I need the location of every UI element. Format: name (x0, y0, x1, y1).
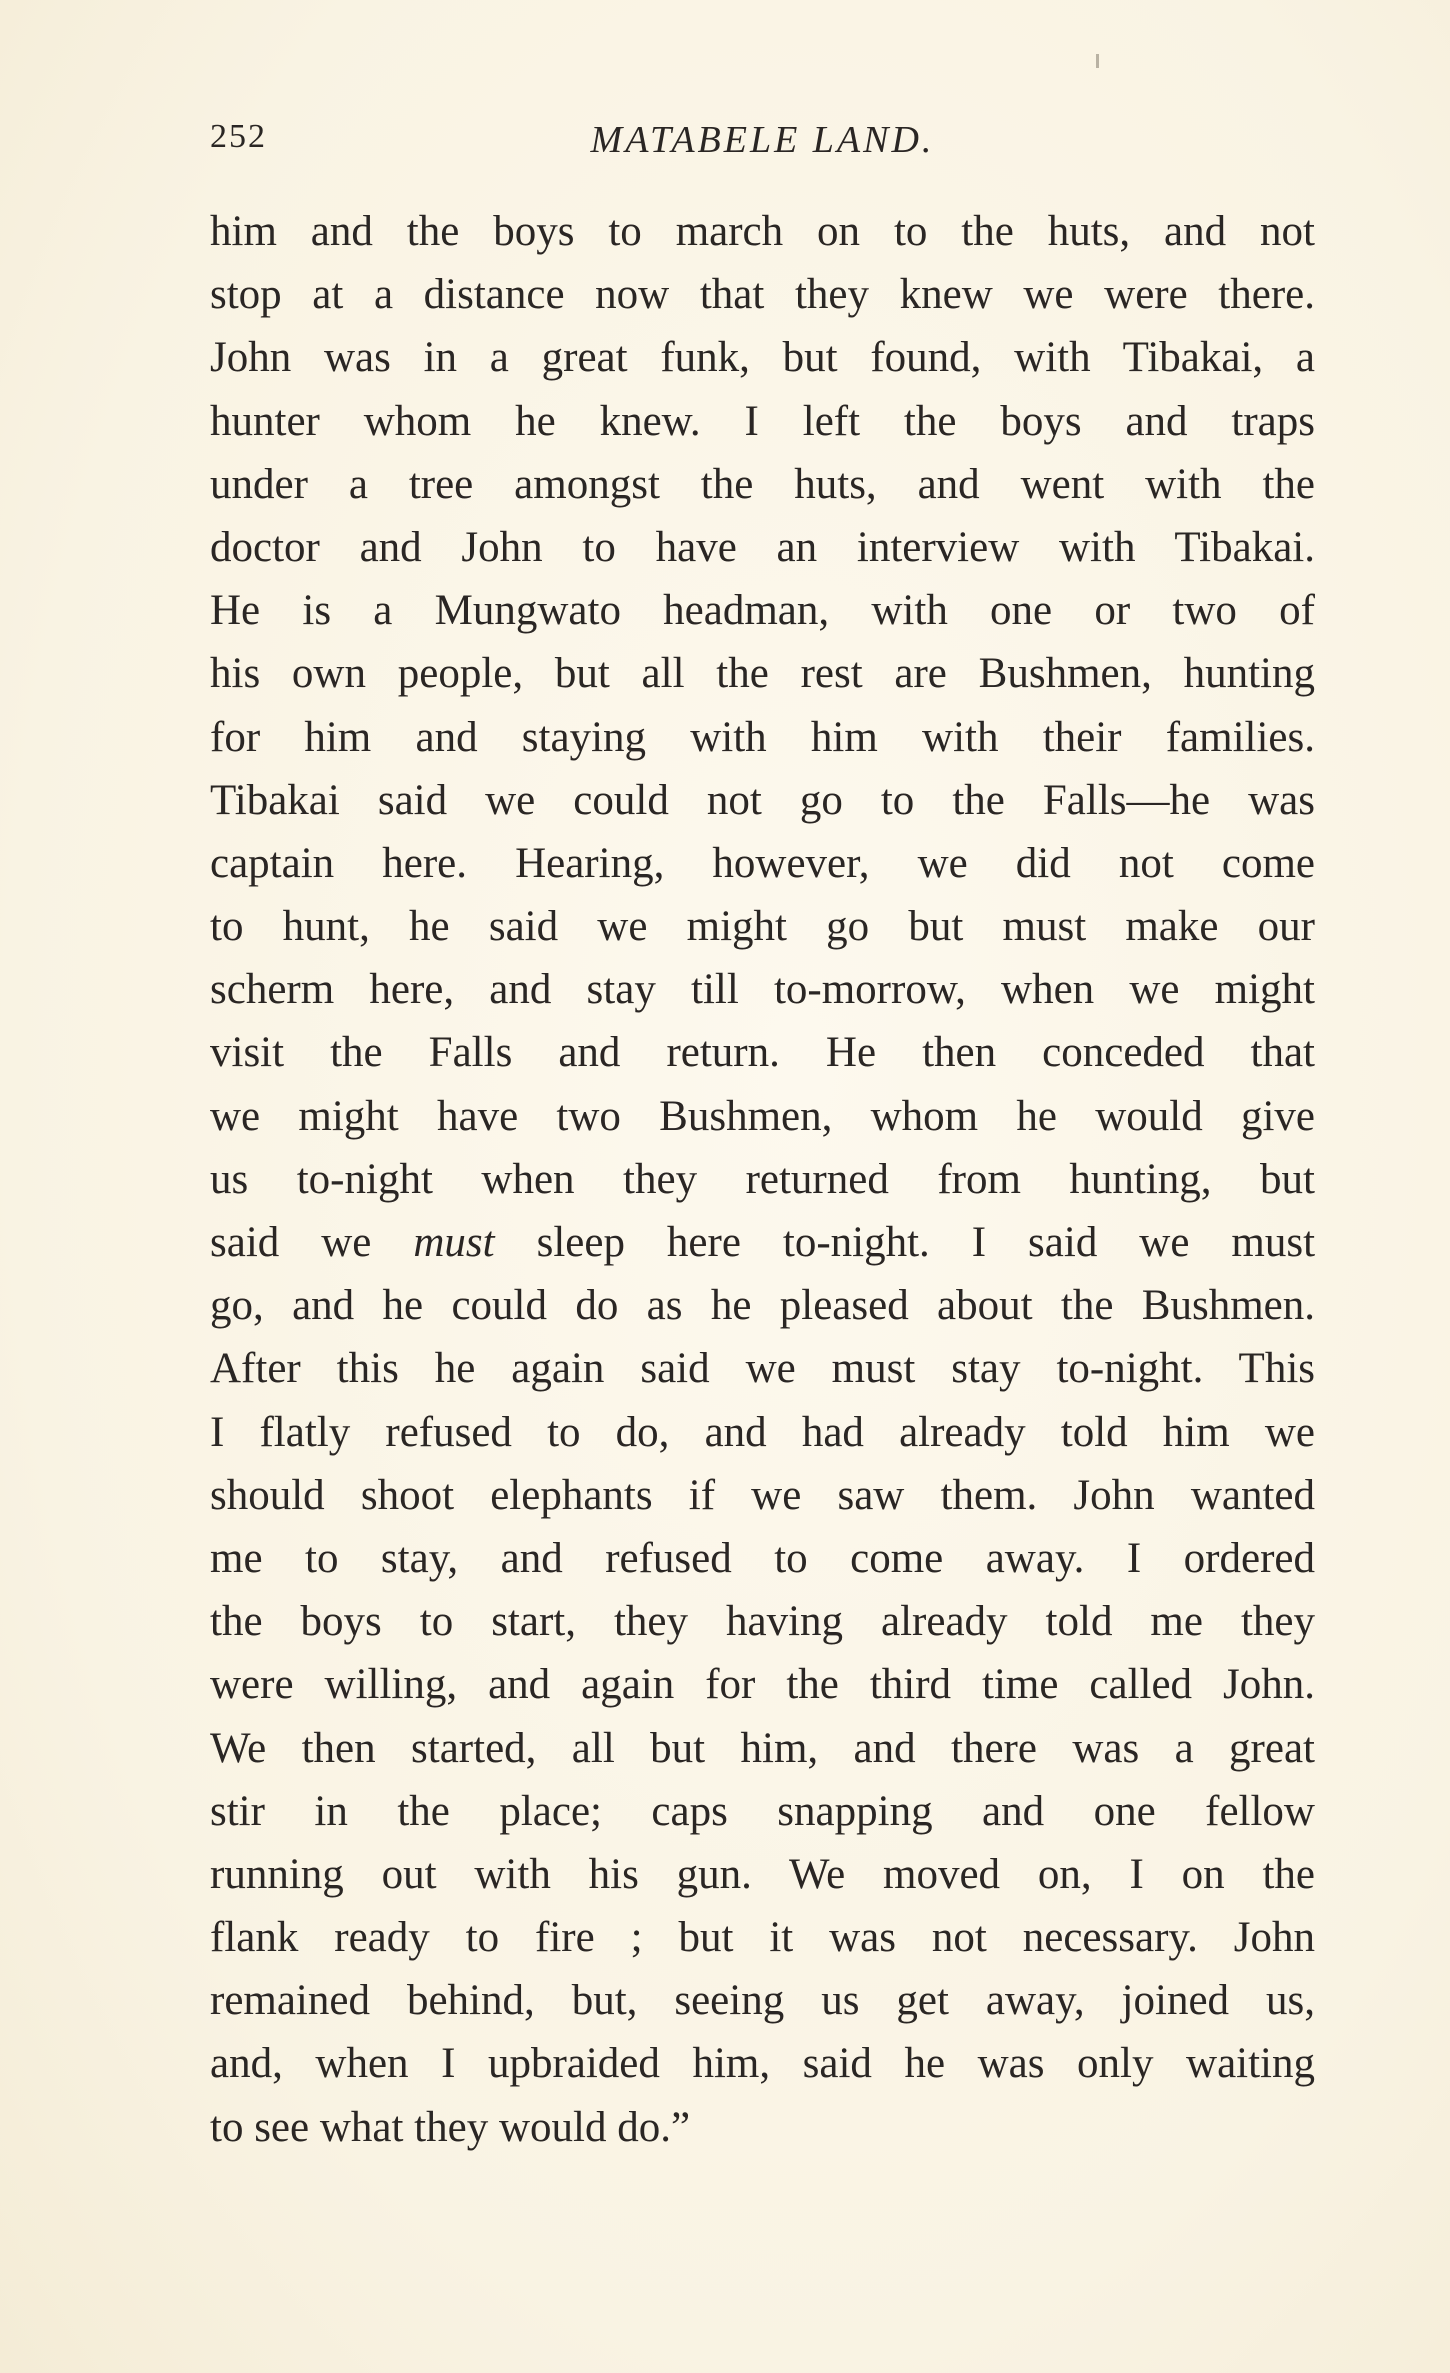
text-line: under a tree amongst the huts, and went with the (210, 460, 1315, 508)
text-line: for him and staying with him with their families. (210, 713, 1315, 761)
text-line: us to-night when they returned from hunting, but (210, 1155, 1315, 1203)
text-line: Tibakai said we could not go to the Falls—he was (210, 776, 1315, 824)
text-line: the boys to start, they having already told me they (210, 1598, 1315, 1646)
text-line-with-emphasis (210, 1211, 1315, 1274)
text-line: He is a Mungwato headman, with one or two of (210, 587, 1315, 635)
text-line: captain here. Hearing, however, we did not come (210, 839, 1315, 887)
text-line: We then started, all but him, and there was a great (210, 1724, 1315, 1772)
body-text (210, 200, 1315, 2159)
text-line: to see what they would do.” (210, 2103, 691, 2151)
text-line: scherm here, and stay till to-morrow, when we might (210, 966, 1315, 1014)
text-line: flank ready to fire ; but it was not necessary. John (210, 1914, 1315, 1962)
text-line: we might have two Bushmen, whom he would give (210, 1092, 1315, 1140)
text-line: his own people, but all the rest are Bushmen, hunting (210, 650, 1315, 698)
text-line: go, and he could do as he pleased about the Bushmen. (210, 1282, 1315, 1330)
text-line: visit the Falls and return. He then conceded that (210, 1029, 1315, 1077)
text-line: After this he again said we must stay to-night. This (210, 1345, 1315, 1393)
text-segment: said we (210, 1219, 372, 1266)
text-line: John was in a great funk, but found, with Tibakai, a (210, 334, 1315, 382)
text-line: him and the boys to march on to the huts, and not (210, 208, 1315, 255)
text-segment: sleep here to-night. I said we must (536, 1219, 1316, 1266)
scan-mark (1096, 54, 1099, 68)
text-line: hunter whom he knew. I left the boys and traps (210, 397, 1315, 445)
text-line: running out with his gun. We moved on, I on the (210, 1850, 1315, 1898)
text-line: stir in the place; caps snapping and one fellow (210, 1787, 1315, 1835)
page-number: 252 (210, 118, 267, 155)
emphasized-word: must (413, 1219, 495, 1266)
running-title: MATABELE LAND. (590, 119, 935, 161)
text-line: and, when I upbraided him, said he was only waiting (210, 2040, 1315, 2088)
text-line: I flatly refused to do, and had already told him we (210, 1408, 1315, 1456)
text-line: doctor and John to have an interview with Tibakai. (210, 523, 1315, 571)
text-line: stop at a distance now that they knew we were there. (210, 271, 1315, 319)
text-line: were willing, and again for the third time called John. (210, 1661, 1315, 1709)
text-line: to hunt, he said we might go but must make our (210, 903, 1315, 951)
text-line: should shoot elephants if we saw them. John wanted (210, 1471, 1315, 1519)
page-header (210, 118, 1315, 168)
text-line: me to stay, and refused to come away. I ordered (210, 1534, 1315, 1582)
text-line: remained behind, but, seeing us get away, joined us, (210, 1977, 1315, 2025)
